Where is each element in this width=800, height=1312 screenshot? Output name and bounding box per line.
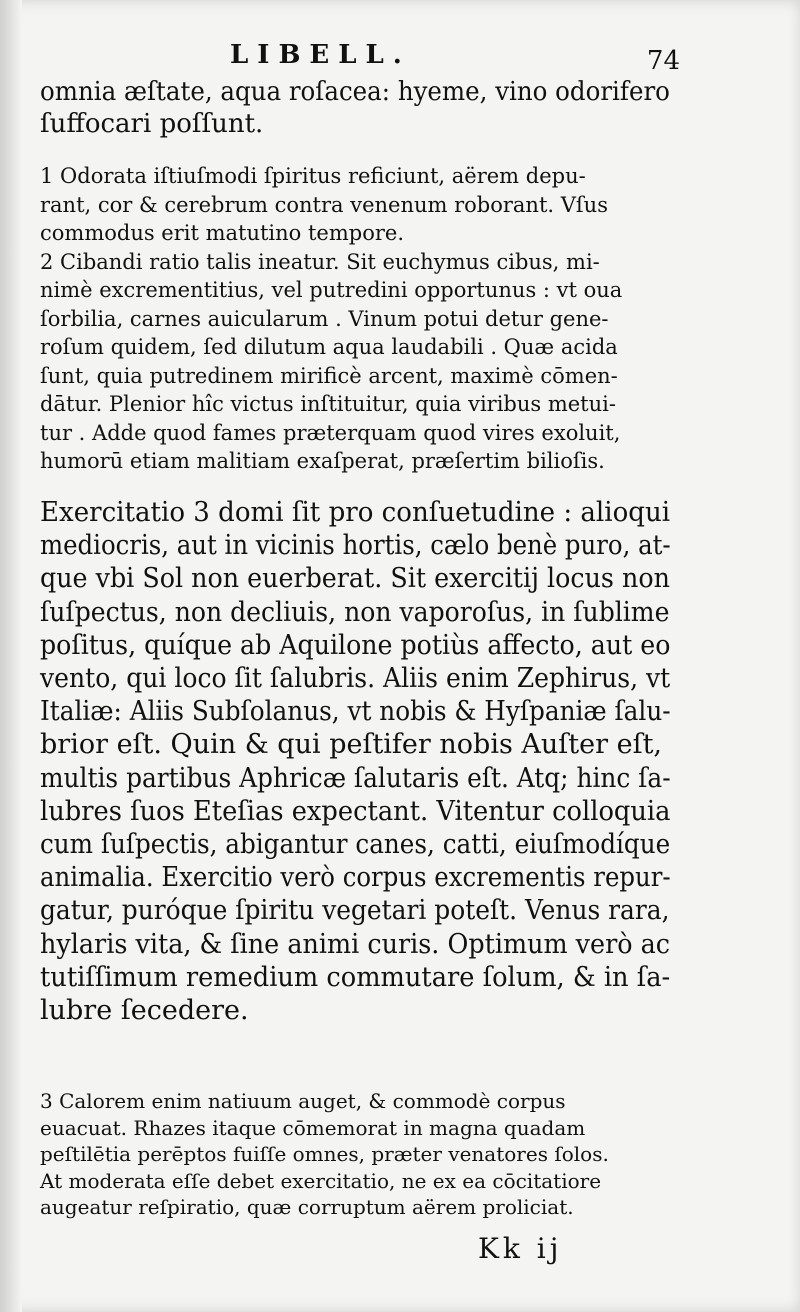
- note-line: rant, cor & cerebrum contra venenum roborant. Vſus: [40, 192, 608, 217]
- main-paragraph: [40, 496, 670, 1027]
- text-line: lubres ſuos Eteſias expectant. Vitentur colloquia: [40, 795, 671, 827]
- continuation-text: [40, 76, 670, 140]
- text-line: omnia æſtate, aqua roſacea: hyeme, vino odorifero: [40, 77, 670, 107]
- text-line: mediocris, aut in vicinis hortis, cælo benè puro, at-: [40, 530, 671, 562]
- note-line: augeatur reſpiratio, quæ corruptum aërem proliciat.: [40, 1195, 574, 1219]
- note-line: 1 Odorata iſtiuſmodi ſpiritus reficiunt, aërem depu-: [40, 164, 586, 188]
- text-line: hylaris vita, & ſine animi curis. Optimum verò ac: [40, 928, 671, 960]
- note-line: dātur. Plenior hîc victus inſtituitur, quia viribus metui-: [40, 392, 616, 416]
- note-line: euacuat. Rhazes itaque cōmemorat in magna quadam: [40, 1115, 586, 1140]
- note-line: ſunt, quia putredinem mirificè arcent, maximè cōmen-: [40, 363, 618, 388]
- note-line: commodus erit matutino tempore.: [40, 221, 404, 245]
- text-line: tutiſſimum remedium commutare ſolum, & in ſa-: [40, 961, 671, 993]
- note-line: At moderata eſſe debet exercitatio, ne ex ea cōcitatiore: [40, 1168, 602, 1193]
- note-line: tur . Adde quod fames præterquam quod vires exoluit,: [40, 420, 621, 445]
- page-number: 74: [646, 46, 680, 76]
- page-header: [230, 40, 680, 76]
- signature-mark: Kk ij: [478, 1232, 563, 1265]
- text-line: lubre ſecedere.: [40, 995, 249, 1027]
- text-line: vento, qui loco ſit ſalubris. Aliis enim Zephirus, vt: [40, 663, 671, 695]
- note-line: ſorbilia, carnes auicularum . Vinum potui detur gene-: [40, 306, 609, 331]
- commentary-note-3: [40, 1088, 670, 1221]
- text-line: Italiæ: Aliis Subſolanus, vt nobis & Hyſpaniæ ſalu-: [40, 696, 671, 728]
- text-line: animalia. Exercitio verò corpus excrementis repur-: [40, 862, 671, 894]
- text-line: ſuffocari poſſunt.: [40, 109, 264, 139]
- text-line: multis partibus Aphricæ ſalutaris eſt. Atq; hinc ſa-: [40, 762, 671, 794]
- text-line: ſuſpectus, non decliuis, non vaporoſus, in ſublime: [40, 596, 670, 628]
- text-line: gatur, puróque ſpiritu vegetari poteſt. Venus rara,: [40, 895, 670, 927]
- text-line: brior eſt. Quin & qui peſtifer nobis Auſter eſt,: [40, 729, 663, 761]
- page-gutter-shadow: [0, 0, 22, 1312]
- commentary-notes-1-2: [40, 162, 670, 476]
- text-line: Exercitatio 3 domi ſit pro conſuetudine : alioqui: [40, 497, 671, 528]
- note-line: 2 Cibandi ratio talis ineatur. Sit euchymus cibus, mi-: [40, 249, 600, 274]
- text-line: poſitus, quíque ab Aquilone potiùs affecto, aut eo: [40, 629, 671, 661]
- text-line: cum ſuſpectis, abigantur canes, catti, eiuſmodíque: [40, 829, 671, 861]
- note-line: 3 Calorem enim natiuum auget, & commodè corpus: [40, 1089, 566, 1113]
- text-line: que vbi Sol non euerberat. Sit exercitij locus non: [40, 563, 670, 595]
- note-line: humorū etiam malitiam exaſperat, præſertim bilioſis.: [40, 449, 605, 473]
- note-line: peſtilētia perēptos fuiſſe omnes, præter venatores ſolos.: [40, 1142, 609, 1166]
- running-head: LIBELL.: [230, 40, 411, 70]
- note-line: roſum quidem, ſed dilutum aqua laudabili . Quæ acida: [40, 335, 618, 359]
- note-line: nimè excrementitius, vel putredini opportunus : vt oua: [40, 278, 623, 302]
